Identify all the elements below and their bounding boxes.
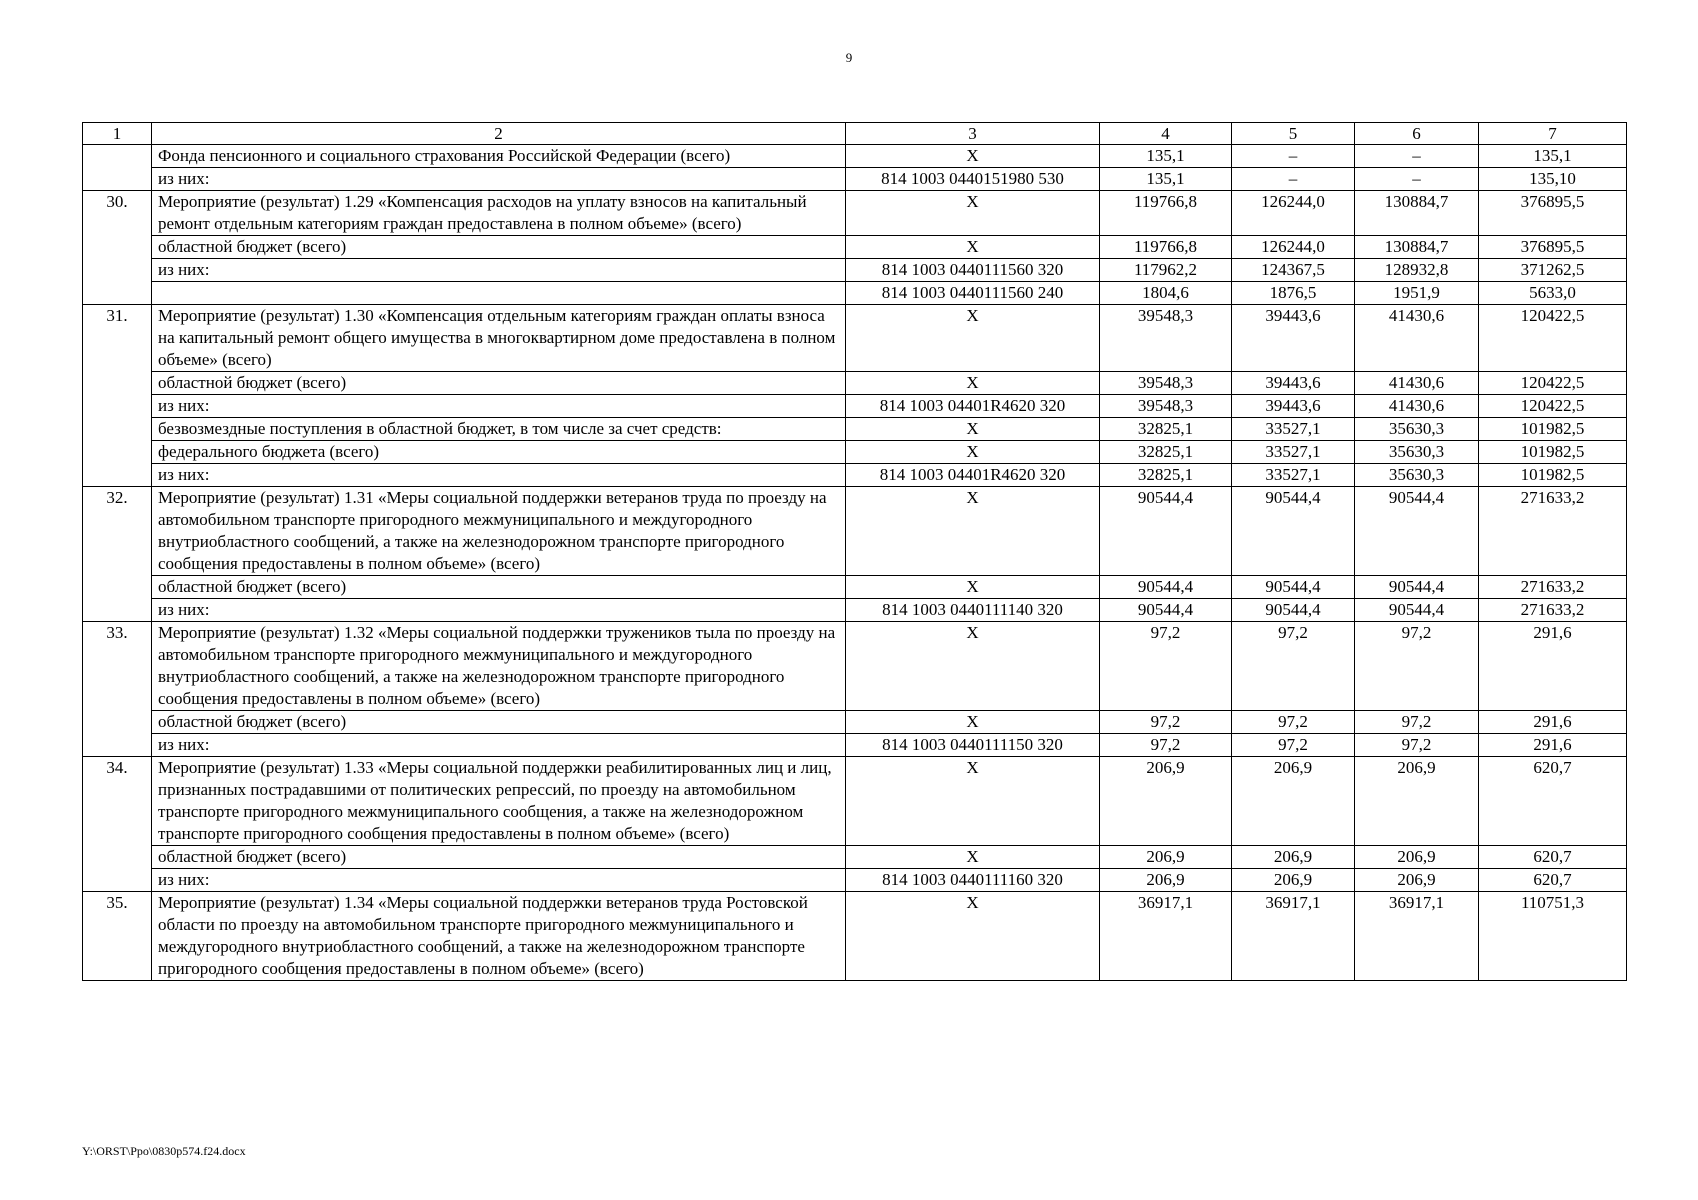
value-col-6: 130884,7 — [1355, 191, 1479, 236]
budget-code: X — [846, 145, 1100, 168]
row-number: 32. — [83, 487, 152, 622]
value-col-7: 120422,5 — [1479, 305, 1627, 372]
value-col-5: 206,9 — [1232, 846, 1355, 869]
row-description: Мероприятие (результат) 1.29 «Компенсация расходов на уплату взносов на капитальный ремонт отдельным категориям граждан предоставлена в полном объеме» (всего) — [152, 191, 846, 236]
value-col-4: 39548,3 — [1100, 372, 1232, 395]
value-col-7: 120422,5 — [1479, 372, 1627, 395]
value-col-6: – — [1355, 168, 1479, 191]
budget-code: 814 1003 0440111560 240 — [846, 282, 1100, 305]
row-description: из них: — [152, 259, 846, 282]
value-col-6: 90544,4 — [1355, 576, 1479, 599]
row-description: областной бюджет (всего) — [152, 236, 846, 259]
budget-code: X — [846, 846, 1100, 869]
table-row — [83, 305, 1627, 372]
value-col-5: 33527,1 — [1232, 464, 1355, 487]
value-col-6: 97,2 — [1355, 622, 1479, 711]
value-col-7: 371262,5 — [1479, 259, 1627, 282]
row-number — [83, 145, 152, 191]
budget-code: 814 1003 0440111150 320 — [846, 734, 1100, 757]
table-row — [83, 487, 1627, 576]
table-row — [83, 734, 1627, 757]
value-col-4: 117962,2 — [1100, 259, 1232, 282]
table-row — [83, 599, 1627, 622]
table-row — [83, 372, 1627, 395]
value-col-7: 376895,5 — [1479, 236, 1627, 259]
value-col-5: 97,2 — [1232, 622, 1355, 711]
row-description: областной бюджет (всего) — [152, 576, 846, 599]
budget-code: 814 1003 0440111140 320 — [846, 599, 1100, 622]
value-col-6: 41430,6 — [1355, 395, 1479, 418]
value-col-4: 32825,1 — [1100, 441, 1232, 464]
value-col-5: 39443,6 — [1232, 395, 1355, 418]
value-col-7: 376895,5 — [1479, 191, 1627, 236]
value-col-5: 33527,1 — [1232, 441, 1355, 464]
value-col-4: 39548,3 — [1100, 305, 1232, 372]
row-number: 35. — [83, 892, 152, 981]
header-col-7: 7 — [1479, 123, 1627, 145]
value-col-4: 119766,8 — [1100, 191, 1232, 236]
value-col-4: 206,9 — [1100, 869, 1232, 892]
row-description: безвозмездные поступления в областной бюджет, в том числе за счет средств: — [152, 418, 846, 441]
budget-code: 814 1003 04401R4620 320 — [846, 464, 1100, 487]
value-col-7: 120422,5 — [1479, 395, 1627, 418]
value-col-6: 35630,3 — [1355, 418, 1479, 441]
row-description: из них: — [152, 734, 846, 757]
budget-table-container — [82, 122, 1626, 981]
value-col-5: 124367,5 — [1232, 259, 1355, 282]
value-col-5: 206,9 — [1232, 757, 1355, 846]
value-col-7: 291,6 — [1479, 734, 1627, 757]
table-row — [83, 418, 1627, 441]
value-col-6: 97,2 — [1355, 711, 1479, 734]
value-col-4: 97,2 — [1100, 622, 1232, 711]
row-description: Фонда пенсионного и социального страхования Российской Федерации (всего) — [152, 145, 846, 168]
value-col-7: 135,10 — [1479, 168, 1627, 191]
budget-code: X — [846, 372, 1100, 395]
value-col-7: 620,7 — [1479, 846, 1627, 869]
budget-code: X — [846, 441, 1100, 464]
header-col-5: 5 — [1232, 123, 1355, 145]
budget-code: 814 1003 04401R4620 320 — [846, 395, 1100, 418]
budget-code: X — [846, 487, 1100, 576]
value-col-6: 97,2 — [1355, 734, 1479, 757]
row-description: из них: — [152, 464, 846, 487]
table-row — [83, 259, 1627, 282]
value-col-4: 97,2 — [1100, 734, 1232, 757]
page-number: 9 — [845, 50, 853, 65]
value-col-5: – — [1232, 168, 1355, 191]
table-row — [83, 576, 1627, 599]
value-col-6: 206,9 — [1355, 869, 1479, 892]
budget-code: X — [846, 892, 1100, 981]
row-number: 30. — [83, 191, 152, 305]
budget-table — [82, 122, 1627, 981]
value-col-5: 39443,6 — [1232, 305, 1355, 372]
value-col-6: 41430,6 — [1355, 372, 1479, 395]
table-row — [83, 395, 1627, 418]
value-col-4: 135,1 — [1100, 168, 1232, 191]
value-col-6: 206,9 — [1355, 757, 1479, 846]
table-row — [83, 168, 1627, 191]
value-col-5: 90544,4 — [1232, 487, 1355, 576]
value-col-4: 90544,4 — [1100, 576, 1232, 599]
value-col-7: 620,7 — [1479, 869, 1627, 892]
value-col-4: 206,9 — [1100, 846, 1232, 869]
value-col-4: 119766,8 — [1100, 236, 1232, 259]
table-row — [83, 236, 1627, 259]
value-col-6: 1951,9 — [1355, 282, 1479, 305]
value-col-6: 90544,4 — [1355, 487, 1479, 576]
value-col-4: 32825,1 — [1100, 418, 1232, 441]
row-description: областной бюджет (всего) — [152, 846, 846, 869]
value-col-4: 90544,4 — [1100, 487, 1232, 576]
table-row — [83, 282, 1627, 305]
value-col-7: 101982,5 — [1479, 418, 1627, 441]
value-col-7: 271633,2 — [1479, 599, 1627, 622]
budget-code: X — [846, 757, 1100, 846]
budget-code: 814 1003 0440111560 320 — [846, 259, 1100, 282]
budget-code: X — [846, 305, 1100, 372]
budget-code: X — [846, 622, 1100, 711]
table-row — [83, 892, 1627, 981]
table-row — [83, 846, 1627, 869]
value-col-5: 39443,6 — [1232, 372, 1355, 395]
row-description: Мероприятие (результат) 1.33 «Меры социальной поддержки реабилитированных лиц и лиц, признанных пострадавшими от политических репрессий, по проезду на автомобильном транспорте пригородного межмуниципального сообщения, а также на железнодорожном транспорте пригородного сообщения предоставлены в полном объеме» (всего) — [152, 757, 846, 846]
row-description: областной бюджет (всего) — [152, 711, 846, 734]
value-col-5: – — [1232, 145, 1355, 168]
row-description: федерального бюджета (всего) — [152, 441, 846, 464]
row-description: из них: — [152, 168, 846, 191]
budget-code: 814 1003 0440111160 320 — [846, 869, 1100, 892]
value-col-7: 291,6 — [1479, 622, 1627, 711]
value-col-7: 101982,5 — [1479, 441, 1627, 464]
value-col-4: 90544,4 — [1100, 599, 1232, 622]
table-row — [83, 757, 1627, 846]
value-col-7: 110751,3 — [1479, 892, 1627, 981]
value-col-4: 206,9 — [1100, 757, 1232, 846]
value-col-7: 271633,2 — [1479, 487, 1627, 576]
table-row — [83, 191, 1627, 236]
file-path-footer: Y:\ORST\Ppo\0830p574.f24.docx — [82, 1144, 246, 1158]
value-col-7: 620,7 — [1479, 757, 1627, 846]
value-col-7: 291,6 — [1479, 711, 1627, 734]
header-col-1: 1 — [83, 123, 152, 145]
value-col-7: 271633,2 — [1479, 576, 1627, 599]
value-col-7: 135,1 — [1479, 145, 1627, 168]
header-col-2: 2 — [152, 123, 846, 145]
value-col-4: 39548,3 — [1100, 395, 1232, 418]
table-row — [83, 145, 1627, 168]
row-description: Мероприятие (результат) 1.32 «Меры социальной поддержки тружеников тыла по проезду на автомобильном транспорте пригородного межмуниципального и междугородного внутриобластного сообщений, а также на железнодорожном транспорте пригородного сообщения предоставлены в полном объеме» (всего) — [152, 622, 846, 711]
row-description: Мероприятие (результат) 1.30 «Компенсация отдельным категориям граждан оплаты взноса на капитальный ремонт общего имущества в многоквартирном доме предоставлена в полном объеме» (всего) — [152, 305, 846, 372]
value-col-5: 97,2 — [1232, 734, 1355, 757]
row-description: Мероприятие (результат) 1.31 «Меры социальной поддержки ветеранов труда по проезду на автомобильном транспорте пригородного межмуниципального и междугородного внутриобластного сообщений, а также на железнодорожном транспорте пригородного сообщения предоставлены в полном объеме» (всего) — [152, 487, 846, 576]
value-col-7: 5633,0 — [1479, 282, 1627, 305]
value-col-4: 1804,6 — [1100, 282, 1232, 305]
value-col-5: 126244,0 — [1232, 236, 1355, 259]
value-col-4: 97,2 — [1100, 711, 1232, 734]
budget-code: X — [846, 191, 1100, 236]
table-row — [83, 464, 1627, 487]
value-col-5: 36917,1 — [1232, 892, 1355, 981]
value-col-4: 36917,1 — [1100, 892, 1232, 981]
budget-code: X — [846, 418, 1100, 441]
table-row — [83, 441, 1627, 464]
value-col-5: 33527,1 — [1232, 418, 1355, 441]
value-col-7: 101982,5 — [1479, 464, 1627, 487]
row-description: Мероприятие (результат) 1.34 «Меры социальной поддержки ветеранов труда Ростовской области по проезду на автомобильном транспорте пригородного межмуниципального и междугородного внутриобластного сообщений, а также на железнодорожном транспорте пригородного сообщения предоставлены в полном объеме» (всего) — [152, 892, 846, 981]
value-col-5: 126244,0 — [1232, 191, 1355, 236]
header-col-4: 4 — [1100, 123, 1232, 145]
row-number: 31. — [83, 305, 152, 487]
budget-code: X — [846, 576, 1100, 599]
value-col-5: 206,9 — [1232, 869, 1355, 892]
table-row — [83, 622, 1627, 711]
value-col-4: 32825,1 — [1100, 464, 1232, 487]
value-col-6: 35630,3 — [1355, 464, 1479, 487]
value-col-6: 206,9 — [1355, 846, 1479, 869]
value-col-6: 128932,8 — [1355, 259, 1479, 282]
value-col-6: 130884,7 — [1355, 236, 1479, 259]
header-col-6: 6 — [1355, 123, 1479, 145]
table-row — [83, 869, 1627, 892]
value-col-5: 1876,5 — [1232, 282, 1355, 305]
value-col-6: 90544,4 — [1355, 599, 1479, 622]
row-number: 33. — [83, 622, 152, 757]
value-col-6: 35630,3 — [1355, 441, 1479, 464]
budget-code: 814 1003 0440151980 530 — [846, 168, 1100, 191]
value-col-6: 36917,1 — [1355, 892, 1479, 981]
table-row — [83, 711, 1627, 734]
row-description — [152, 282, 846, 305]
value-col-5: 90544,4 — [1232, 576, 1355, 599]
header-col-3: 3 — [846, 123, 1100, 145]
value-col-6: 41430,6 — [1355, 305, 1479, 372]
row-description: из них: — [152, 395, 846, 418]
table-body — [83, 145, 1627, 981]
row-description: из них: — [152, 869, 846, 892]
value-col-6: – — [1355, 145, 1479, 168]
row-description: из них: — [152, 599, 846, 622]
value-col-4: 135,1 — [1100, 145, 1232, 168]
value-col-5: 90544,4 — [1232, 599, 1355, 622]
row-description: областной бюджет (всего) — [152, 372, 846, 395]
row-number: 34. — [83, 757, 152, 892]
header-row — [83, 123, 1627, 145]
budget-code: X — [846, 711, 1100, 734]
table-header — [83, 123, 1627, 145]
budget-code: X — [846, 236, 1100, 259]
value-col-5: 97,2 — [1232, 711, 1355, 734]
